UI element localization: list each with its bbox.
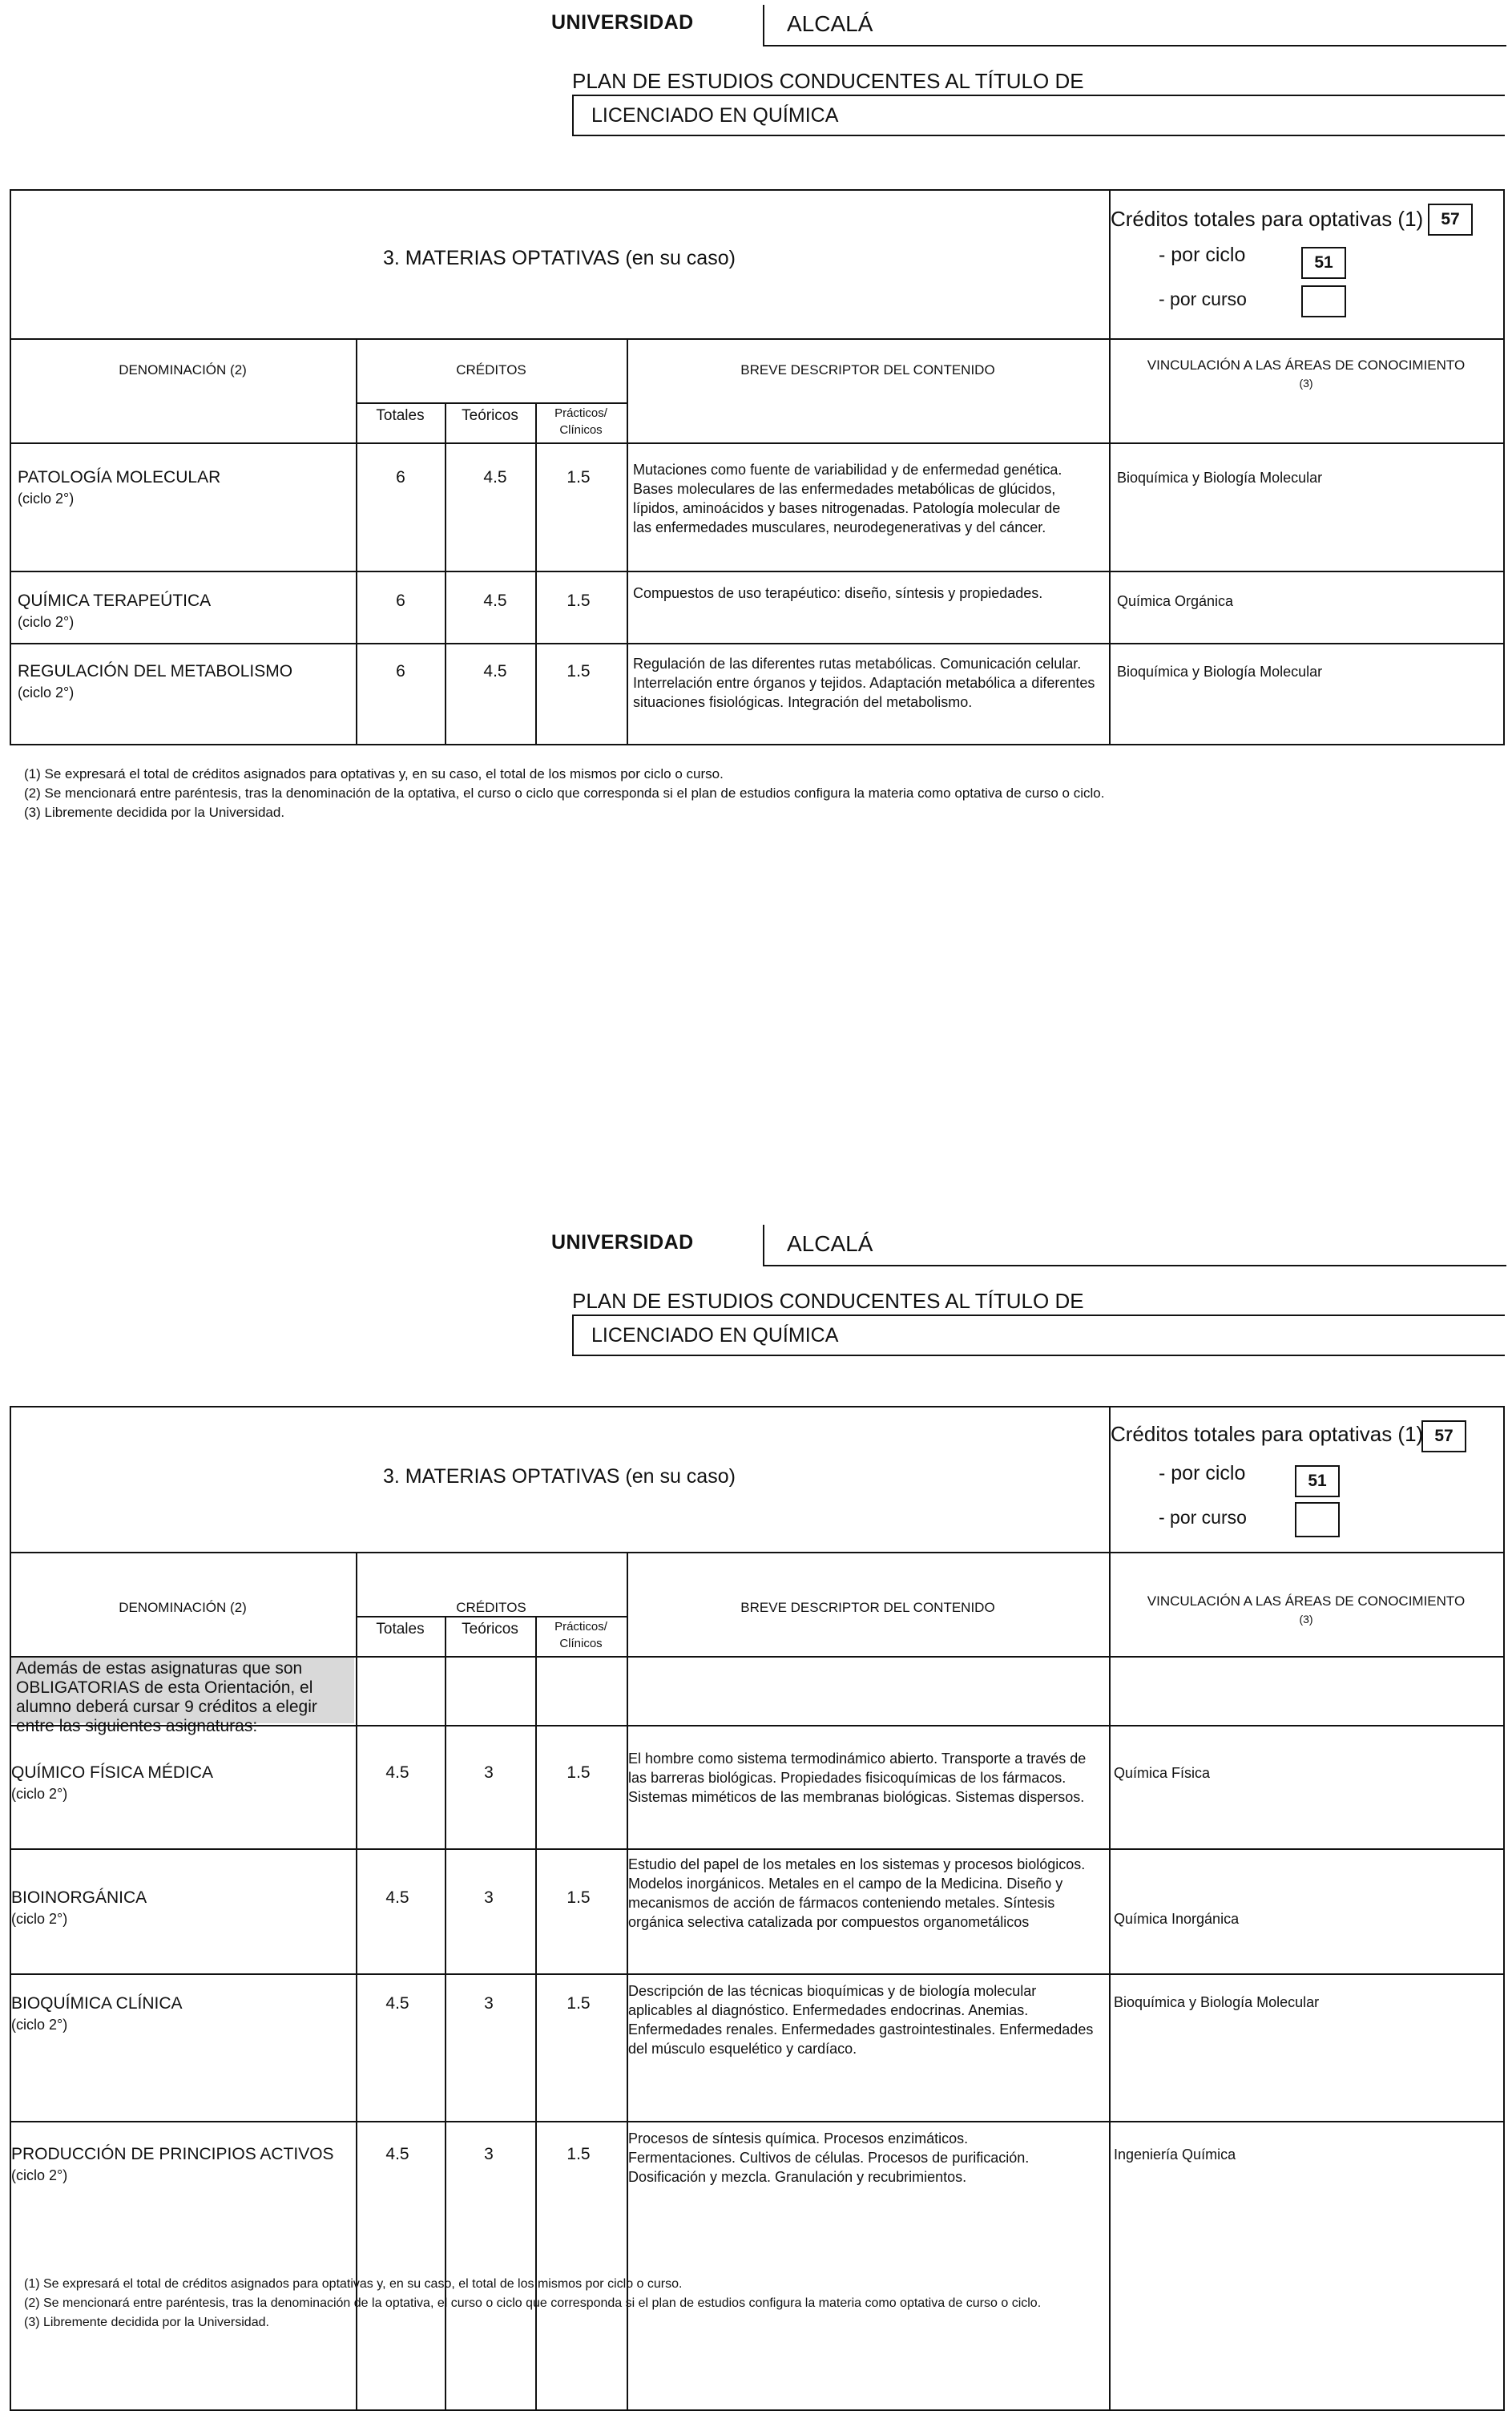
universidad-label: UNIVERSIDAD: [551, 1231, 694, 1254]
por-curso-label: - por curso: [1159, 1507, 1247, 1528]
universidad-box: [763, 5, 1506, 46]
header-denominacion: DENOMINACIÓN (2): [119, 362, 247, 378]
row-ciclo: (ciclo 2°): [11, 1786, 68, 1802]
grid-line: [356, 1616, 627, 1617]
footnote-1: (1) Se expresará el total de créditos asignados para optativas y, en su caso, el total de los mismos por ciclo o curso.: [24, 2277, 683, 2291]
header-vinculacion-note: (3): [1299, 377, 1313, 390]
footnote-3: (3) Libremente decidida por la Universidad.: [24, 2316, 269, 2329]
row-descriptor: Estudio del papel de los metales en los sistemas y procesos biológicos. Modelos inorgánicos. Metales en el campo de la Medicina. Diseño y mecanismos de acción de fármacos conteniendo metales. Síntesis orgánica selectiva catalizada por compuestos organometálicos: [628, 1856, 1086, 1930]
row-area: Química Orgánica: [1117, 593, 1234, 609]
row-descriptor: El hombre como sistema termodinámico abierto. Transporte a través de las barreras biológicas. Propiedades fisicoquímicas de los fármacos. Sistemas miméticos de las membranas biológicas. Sistemas dispersos.: [628, 1751, 1087, 1805]
grid-line: [10, 1552, 1503, 1553]
header-totales: Totales: [376, 407, 425, 424]
row-name: BIOQUÍMICA CLÍNICA: [11, 1994, 183, 2013]
row-totales: 6: [396, 592, 405, 610]
universidad-box: [763, 1225, 1506, 1266]
grid-line: [445, 402, 446, 744]
row-descriptor: Procesos de síntesis química. Procesos enzimáticos. Fermentaciones. Cultivos de células. Procesos de purificación. Dosificación y mezcla. Granulación y recubrimientos.: [628, 2130, 1030, 2185]
header-creditos: CRÉDITOS: [456, 1600, 526, 1615]
row-area: Bioquímica y Biología Molecular: [1114, 1994, 1320, 2010]
footnote-2: (2) Se mencionará entre paréntesis, tras la denominación de la optativa, el curso o ciclo que corresponda si el plan de estudios configura la materia como optativa de curso o ciclo.: [24, 2296, 1042, 2310]
por-ciclo-label: - por ciclo: [1159, 244, 1246, 266]
row-area: Bioquímica y Biología Molecular: [1117, 664, 1323, 680]
header-practicos: Prácticos/: [554, 406, 607, 420]
footnotes: [24, 765, 1104, 822]
row-totales: 4.5: [385, 1763, 409, 1782]
row-area: Química Inorgánica: [1114, 1911, 1240, 1927]
universidad-value: ALCALÁ: [787, 1231, 873, 1256]
row-practicos: 1.5: [566, 468, 591, 487]
row-practicos: 1.5: [566, 1763, 591, 1782]
universidad-value: ALCALÁ: [787, 11, 873, 36]
titulo-value: LICENCIADO EN QUÍMICA: [591, 104, 839, 127]
row-practicos: 1.5: [566, 1994, 591, 2013]
grid-line: [10, 2121, 1503, 2122]
creditos-totales-label: Créditos totales para optativas (1): [1111, 1422, 1424, 1446]
row-teoricos: 4.5: [483, 592, 507, 610]
plan-label: PLAN DE ESTUDIOS CONDUCENTES AL TÍTULO DE: [572, 1289, 1084, 1313]
row-descriptor: Descripción de las técnicas bioquímicas y de biología molecular aplicables al diagnóstico. Enfermedades endocrinas. Anemias. Enfermedades renales. Enfermedades gastrointestinales. Enfermedades del músculo esquelético y cardíaco.: [628, 1983, 1094, 2057]
row-descriptor: Regulación de las diferentes rutas metabólicas. Comunicación celular. Interrelación entre órganos y tejidos. Adaptación metabólica a diferentes situaciones fisiológicas. Integración del metabolismo.: [633, 656, 1095, 710]
por-ciclo-value: 51: [1301, 247, 1346, 279]
row-teoricos: 4.5: [483, 662, 507, 680]
header-vinculacion: VINCULACIÓN A LAS ÁREAS DE CONOCIMIENTO: [1147, 1593, 1466, 1609]
section-title: 3. MATERIAS OPTATIVAS (en su caso): [383, 1465, 736, 1488]
row-teoricos: 3: [484, 1888, 494, 1907]
row-teoricos: 4.5: [483, 468, 507, 487]
footnote-2: (2) Se mencionará entre paréntesis, tras la denominación de la optativa, el curso o ciclo que corresponda si el plan de estudios configura la materia como optativa de curso o ciclo.: [24, 785, 1105, 801]
row-area: Química Física: [1114, 1765, 1211, 1781]
creditos-totales-value: 57: [1421, 1420, 1466, 1452]
header-denominacion: DENOMINACIÓN (2): [119, 1600, 247, 1615]
sheet-1: [0, 0, 1512, 1170]
footnote-3: (3) Libremente decidida por la Universidad.: [24, 805, 285, 820]
header-descriptor: BREVE DESCRIPTOR DEL CONTENIDO: [740, 362, 995, 378]
header-clinicos: Clínicos: [559, 1637, 603, 1650]
header-teoricos: Teóricos: [462, 1621, 518, 1638]
por-curso-value: [1295, 1502, 1340, 1537]
row-totales: 4.5: [385, 2145, 409, 2163]
row-name: REGULACIÓN DEL METABOLISMO: [18, 662, 293, 680]
row-ciclo: (ciclo 2°): [18, 491, 75, 507]
row-name: PRODUCCIÓN DE PRINCIPIOS ACTIVOS: [11, 2145, 334, 2163]
row-teoricos: 3: [484, 1763, 494, 1782]
header-teoricos: Teóricos: [462, 407, 518, 424]
row-totales: 4.5: [385, 1888, 409, 1907]
header-descriptor: BREVE DESCRIPTOR DEL CONTENIDO: [740, 1600, 995, 1615]
row-teoricos: 3: [484, 2145, 494, 2163]
row-ciclo: (ciclo 2°): [11, 2017, 68, 2033]
row-ciclo: (ciclo 2°): [18, 614, 75, 630]
grid-line: [10, 442, 1503, 444]
row-ciclo: (ciclo 2°): [11, 2167, 68, 2183]
grid-line: [10, 571, 1503, 572]
row-teoricos: 3: [484, 1994, 494, 2013]
grid-line: [10, 643, 1503, 644]
universidad-label: UNIVERSIDAD: [551, 11, 694, 34]
row-totales: 4.5: [385, 1994, 409, 2013]
por-curso-value: [1301, 285, 1346, 317]
row-descriptor: Compuestos de uso terapéutico: diseño, síntesis y propiedades.: [633, 585, 1043, 601]
section-title: 3. MATERIAS OPTATIVAS (en su caso): [383, 247, 736, 269]
sheet-2: [0, 1220, 1512, 2390]
row-ciclo: (ciclo 2°): [11, 1911, 68, 1927]
footnotes: [24, 2275, 1041, 2332]
row-name: QUÍMICO FÍSICA MÉDICA: [11, 1763, 214, 1782]
row-totales: 6: [396, 662, 405, 680]
row-practicos: 1.5: [566, 1888, 591, 1907]
por-ciclo-label: - por ciclo: [1159, 1462, 1246, 1484]
row-descriptor: Mutaciones como fuente de variabilidad y de enfermedad genética. Bases moleculares de las enfermedades metabólicas de glúcidos, lípidos, aminoácidos y bases nitrogenadas. Patología molecular de las enfermedades musculares, neurodegenerativas y del cáncer.: [633, 462, 1062, 535]
header-practicos: Prácticos/: [554, 1620, 607, 1634]
row-area: Bioquímica y Biología Molecular: [1117, 470, 1323, 486]
row-practicos: 1.5: [566, 592, 591, 610]
row-totales: 6: [396, 468, 405, 487]
grid-line: [627, 338, 628, 744]
footnote-1: (1) Se expresará el total de créditos asignados para optativas y, en su caso, el total de los mismos por ciclo o curso.: [24, 766, 724, 781]
grid-line: [356, 402, 627, 404]
header-vinculacion: VINCULACIÓN A LAS ÁREAS DE CONOCIMIENTO: [1147, 357, 1466, 373]
row-name: QUÍMICA TERAPEÚTICA: [18, 592, 212, 610]
grid-line: [535, 402, 537, 744]
grid-line: [10, 338, 1503, 340]
row-practicos: 1.5: [566, 662, 591, 680]
grid-line: [356, 338, 357, 744]
grid-line: [1109, 338, 1111, 744]
creditos-totales-value: 57: [1428, 204, 1473, 236]
header-creditos: CRÉDITOS: [456, 362, 526, 378]
grid-line: [10, 1848, 1503, 1850]
row-ciclo: (ciclo 2°): [18, 685, 75, 701]
grid-line: [1109, 1552, 1111, 2409]
row-name: PATOLOGÍA MOLECULAR: [18, 468, 221, 487]
intro-note: Además de estas asignaturas que son OBLIGATORIAS de esta Orientación, el alumno deberá cursar 9 créditos a elegir entre las siguientes asignaturas:: [11, 1658, 354, 1723]
titulo-value: LICENCIADO EN QUÍMICA: [591, 1324, 839, 1347]
row-area: Ingeniería Química: [1114, 2146, 1236, 2163]
row-name: BIOINORGÁNICA: [11, 1888, 147, 1907]
por-curso-label: - por curso: [1159, 289, 1247, 309]
header-vinculacion-note: (3): [1299, 1613, 1313, 1626]
header-clinicos: Clínicos: [559, 423, 603, 437]
header-totales: Totales: [376, 1621, 425, 1638]
grid-line: [10, 1973, 1503, 1975]
creditos-totales-label: Créditos totales para optativas (1): [1111, 207, 1424, 231]
plan-label: PLAN DE ESTUDIOS CONDUCENTES AL TÍTULO DE: [572, 69, 1084, 93]
row-practicos: 1.5: [566, 2145, 591, 2163]
por-ciclo-value: 51: [1295, 1465, 1340, 1497]
